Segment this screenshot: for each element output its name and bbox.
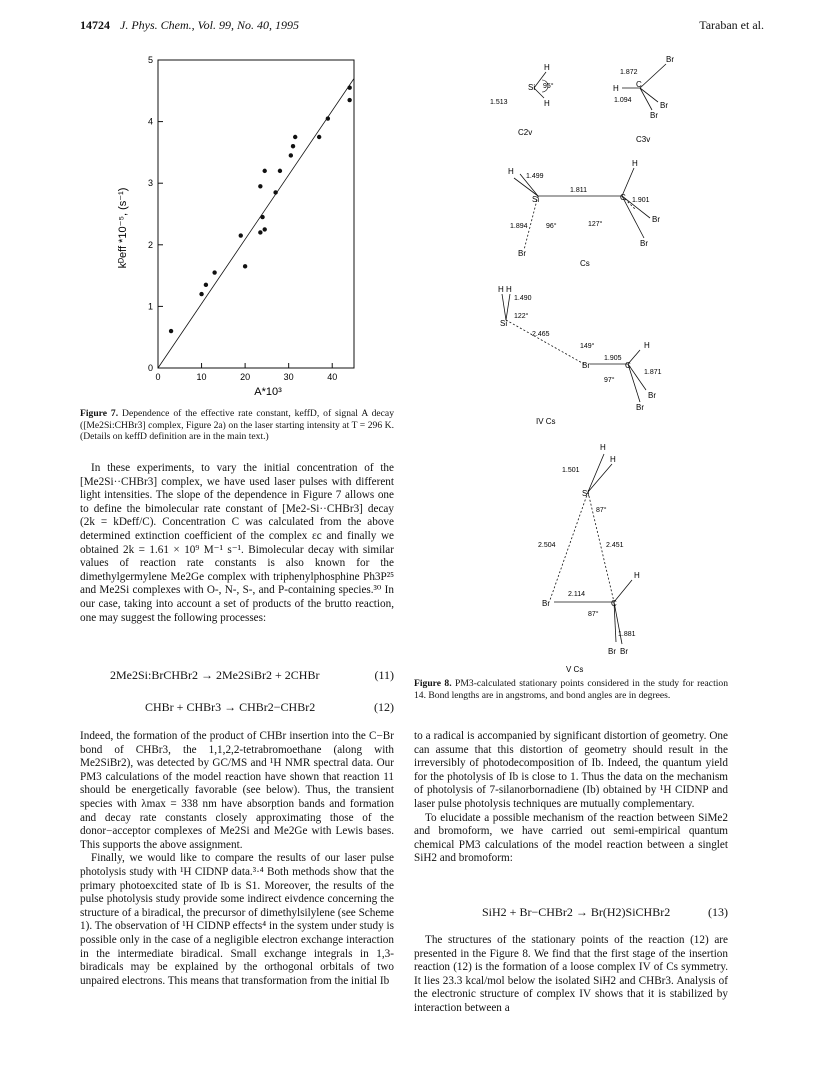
figure-8-caption <box>414 678 728 701</box>
v-sic: 2.451 <box>606 542 624 549</box>
ts-sibr: 1.894 <box>510 223 528 230</box>
equation-13-number: (13) <box>708 905 728 919</box>
plot-frame <box>158 60 354 368</box>
data-point <box>239 233 243 237</box>
ts-cs-structure <box>508 159 660 268</box>
v-brc: 2.114 <box>568 591 585 598</box>
svg-text:H: H <box>644 341 650 350</box>
ts-angle-1: 96° <box>546 223 557 230</box>
figure-7-chart <box>100 50 400 402</box>
data-point <box>199 292 203 296</box>
data-point <box>326 116 330 120</box>
journal-citation: J. Phys. Chem., Vol. 99, No. 40, 1995 <box>120 18 299 32</box>
chbr3-structure <box>613 55 674 144</box>
svg-text:H: H <box>508 167 514 176</box>
x-tick-label: 10 <box>196 372 207 382</box>
svg-text:Br: Br <box>648 391 656 400</box>
svg-text:Si: Si <box>528 83 536 92</box>
iv-angle-3: 97° <box>604 377 615 384</box>
svg-text:H: H <box>613 84 619 93</box>
svg-text:Br: Br <box>620 647 628 656</box>
running-header-left <box>80 18 299 33</box>
svg-text:Br: Br <box>652 215 660 224</box>
y-tick-label: 5 <box>147 55 153 65</box>
svg-text:Si: Si <box>532 195 540 204</box>
data-point <box>243 264 247 268</box>
figure-7-label: Figure 7. <box>80 408 119 419</box>
left-paragraph-3: Finally, we would like to compare the results of our laser pulse photolysis study with ¹H CIDNP data.³·⁴ Both methods show that the primary photoexcited state of Ib is S1. Moreover, the results of the pulse photolysis study provide some indirect eivdence concerning the structure of a biradical, the precursor of dimethylsilylene (see Scheme 1). The observation of ¹H CIDNP effects⁴ in the system under study is possible only in the case of a negligible electron exchange interaction in the intermediate biradical. Small exchange integrals in 1,3-biradicals may be explained by the orthogonal orbitals of two unpaired electrons. This means that transformation from the initial Ib <box>80 852 394 987</box>
equation-12-text: CHBr + CHBr3 → CHBr2−CHBr2 <box>145 700 316 714</box>
right-column-bottom <box>414 934 728 1016</box>
data-point <box>258 230 262 234</box>
v-sibr: 2.504 <box>538 542 556 549</box>
x-tick-label: 30 <box>283 372 294 382</box>
data-point <box>289 153 293 157</box>
svg-text:Br: Br <box>640 239 648 248</box>
sih2-bond: 1.513 <box>490 99 508 106</box>
svg-text:C: C <box>636 80 642 89</box>
label-c2v: C2v <box>518 128 533 137</box>
fit-line <box>158 78 354 368</box>
ts-angle-2: 127° <box>588 221 603 228</box>
iv-angle-1: 122° <box>514 313 529 320</box>
svg-text:Br: Br <box>650 111 658 120</box>
svg-text:H: H <box>544 99 550 108</box>
figure-8-label: Figure 8. <box>414 678 452 689</box>
equation-13 <box>482 905 728 920</box>
data-point <box>263 169 267 173</box>
equation-13-text: SiH2 + Br−CHBr2 → Br(H2)SiCHBr2 <box>482 905 671 919</box>
x-tick-label: 0 <box>155 372 161 382</box>
svg-text:Br: Br <box>666 55 674 64</box>
left-column-top <box>80 462 394 625</box>
svg-text:H H: H H <box>498 285 512 294</box>
right-paragraph-3: The structures of the stationary points of the reaction (12) are presented in the Figure 8. We find that the first stage of the insertion reaction (12) is the formation of a loose complex IV of Cs symmetry. It lies 23.3 kcal/mol below the isolated SiH2 and CHBr3. Analysis of the electronic structure of complex IV shows that it is stabilized by interaction between a <box>414 934 728 1014</box>
equation-12-number: (12) <box>374 700 394 714</box>
y-tick-label: 4 <box>147 116 153 127</box>
page-number: 14724 <box>80 18 110 32</box>
v-angle-2: 87° <box>588 611 599 618</box>
chbr3-cbr: 1.872 <box>620 69 638 76</box>
svg-text:Br: Br <box>636 403 644 412</box>
svg-text:Si: Si <box>500 319 508 328</box>
x-tick-label: 20 <box>240 372 251 382</box>
data-point <box>291 144 295 148</box>
data-point <box>347 98 351 102</box>
ts-sih: 1.499 <box>526 173 544 180</box>
ts-sic: 1.811 <box>570 187 587 194</box>
label-cs: Cs <box>580 259 590 268</box>
x-axis-label: A*10³ <box>254 386 282 398</box>
label-c3v: C3v <box>636 135 651 144</box>
chbr3-ch: 1.094 <box>614 97 632 104</box>
data-point <box>263 227 267 231</box>
svg-text:C: C <box>620 193 626 202</box>
figure-7-text: Dependence of the effective rate constant, keffD, of signal A decay ([Me2Si:CHBr3] complex, Figure 2a) on the laser starting intensity at T = 296 K. (Details on keffD definition are in the main text.) <box>80 408 394 443</box>
sih2-angle: 95° <box>543 83 554 90</box>
svg-text:Br: Br <box>660 101 668 110</box>
ts-cbr: 1.901 <box>632 197 650 204</box>
running-header-authors: Taraban et al. <box>699 18 764 32</box>
svg-text:Si: Si <box>582 489 590 498</box>
equation-11-number: (11) <box>374 668 394 682</box>
sih2-structure <box>490 63 554 137</box>
v-angle-1: 87° <box>596 507 607 514</box>
data-point <box>293 135 297 139</box>
data-point <box>169 329 173 333</box>
x-tick-label: 40 <box>327 372 338 382</box>
data-point <box>317 135 321 139</box>
data-point <box>212 270 216 274</box>
data-point <box>278 169 282 173</box>
equation-11-text: 2Me2Si:BrCHBr2 → 2Me2SiBr2 + 2CHBr <box>110 668 320 682</box>
v-cbr: 1.881 <box>618 631 636 638</box>
y-tick-label: 1 <box>147 301 153 312</box>
figure-8-text: PM3-calculated stationary points considered in the study for reaction 14. Bond lengths are in angstroms, and bond angles are in degrees. <box>414 678 728 701</box>
data-point <box>260 215 264 219</box>
svg-text:C: C <box>625 361 631 370</box>
equation-12 <box>145 700 394 715</box>
iv-angle-2: 149° <box>580 343 595 350</box>
svg-text:Br: Br <box>542 599 550 608</box>
svg-text:H: H <box>544 63 550 72</box>
iv-sih: 1.490 <box>514 295 532 302</box>
iv-brc: 1.905 <box>604 355 622 362</box>
svg-text:C: C <box>611 599 617 608</box>
y-tick-label: 0 <box>147 363 153 373</box>
svg-text:H: H <box>632 159 638 168</box>
right-column-top <box>414 730 728 866</box>
v-sih: 1.501 <box>562 467 580 474</box>
svg-text:H: H <box>600 443 606 452</box>
svg-text:H: H <box>634 571 640 580</box>
iv-sibr: 2.465 <box>532 331 550 338</box>
figure-7-caption <box>80 408 394 443</box>
svg-text:Br: Br <box>582 361 590 370</box>
y-tick-label: 3 <box>147 178 153 189</box>
figure-8-structures <box>480 50 730 680</box>
left-paragraph-1: In these experiments, to vary the initial concentration of the [Me2Si··CHBr3] complex, we have used laser pulses with different light intensities. The slope of the dependence in Figure 7 allows one to define the bimolecular rate constant of [Me2-Si··CHBr3] decay (2k = kDeff/C). Concentration C was calculated from the above determined extinction coefficient of the complex εc and finally we obtained 2k = 1.61 × 10⁹ M⁻¹ s⁻¹. Bimolecular decay with similar values of reaction rate constants is also known for the dimethylgermylene Me2Ge complex with triphenylphosphine Ph3P²⁵ and Me2Si complexes with O-, N-, S-, and P-containing species.³⁰ In our case, taking into account a set of products of the brutto reaction, one may suggest the following processes: <box>80 462 394 624</box>
iv-cs-structure <box>498 285 662 426</box>
right-paragraph-1: to a radical is accompanied by significant distortion of geometry. One can assume that this distortion of geometry should result in the irreversibly of photodecomposition of Ib. Indeed, the quantum yield for the photolysis of Ib is close to 1. Thus the data on the mechanism of photolysis of 7-silanorbornadiene (Ib) obtained by ¹H CIDNP and laser pulse photolysis techniques are mutually complementary. <box>414 730 728 810</box>
label-v-cs: V Cs <box>566 665 584 674</box>
iv-cbr: 1.871 <box>644 369 662 376</box>
data-point <box>273 190 277 194</box>
label-iv-cs: IV Cs <box>536 417 556 426</box>
svg-text:Br: Br <box>608 647 616 656</box>
equation-11 <box>110 668 394 683</box>
left-column-bottom <box>80 730 394 988</box>
data-point <box>258 184 262 188</box>
right-paragraph-2: To elucidate a possible mechanism of the reaction between SiMe2 and bromoform, we have carried out semi-empirical quantum chemical PM3 calculations of the model reaction between a singlet SiH2 and bromoform: <box>414 811 728 865</box>
svg-text:H: H <box>610 455 616 464</box>
v-cs-structure <box>538 443 640 674</box>
data-point <box>347 86 351 90</box>
y-axis-label: kᴰeff *10⁻⁵, (s⁻¹) <box>117 187 129 269</box>
left-paragraph-2: Indeed, the formation of the product of CHBr insertion into the C−Br bond of CHBr3, the 1,1,2,2-tetrabromoethane (along with Me2SiBr2), was detected by GC/MS and ¹H NMR spectral data. Our PM3 calculations of the model reaction have shown that reaction 11 should be energetically favorable (see below). Thus, the transient species with λmax = 338 nm have absorption bands and formation and decay rate constants closely approximating those of the donor−acceptor complexes of Me2Si and Me2Ge with Lewis bases. This supports the above assignment. <box>80 730 394 851</box>
y-tick-label: 2 <box>147 239 153 250</box>
data-point <box>204 283 208 287</box>
svg-text:Br: Br <box>518 249 526 258</box>
